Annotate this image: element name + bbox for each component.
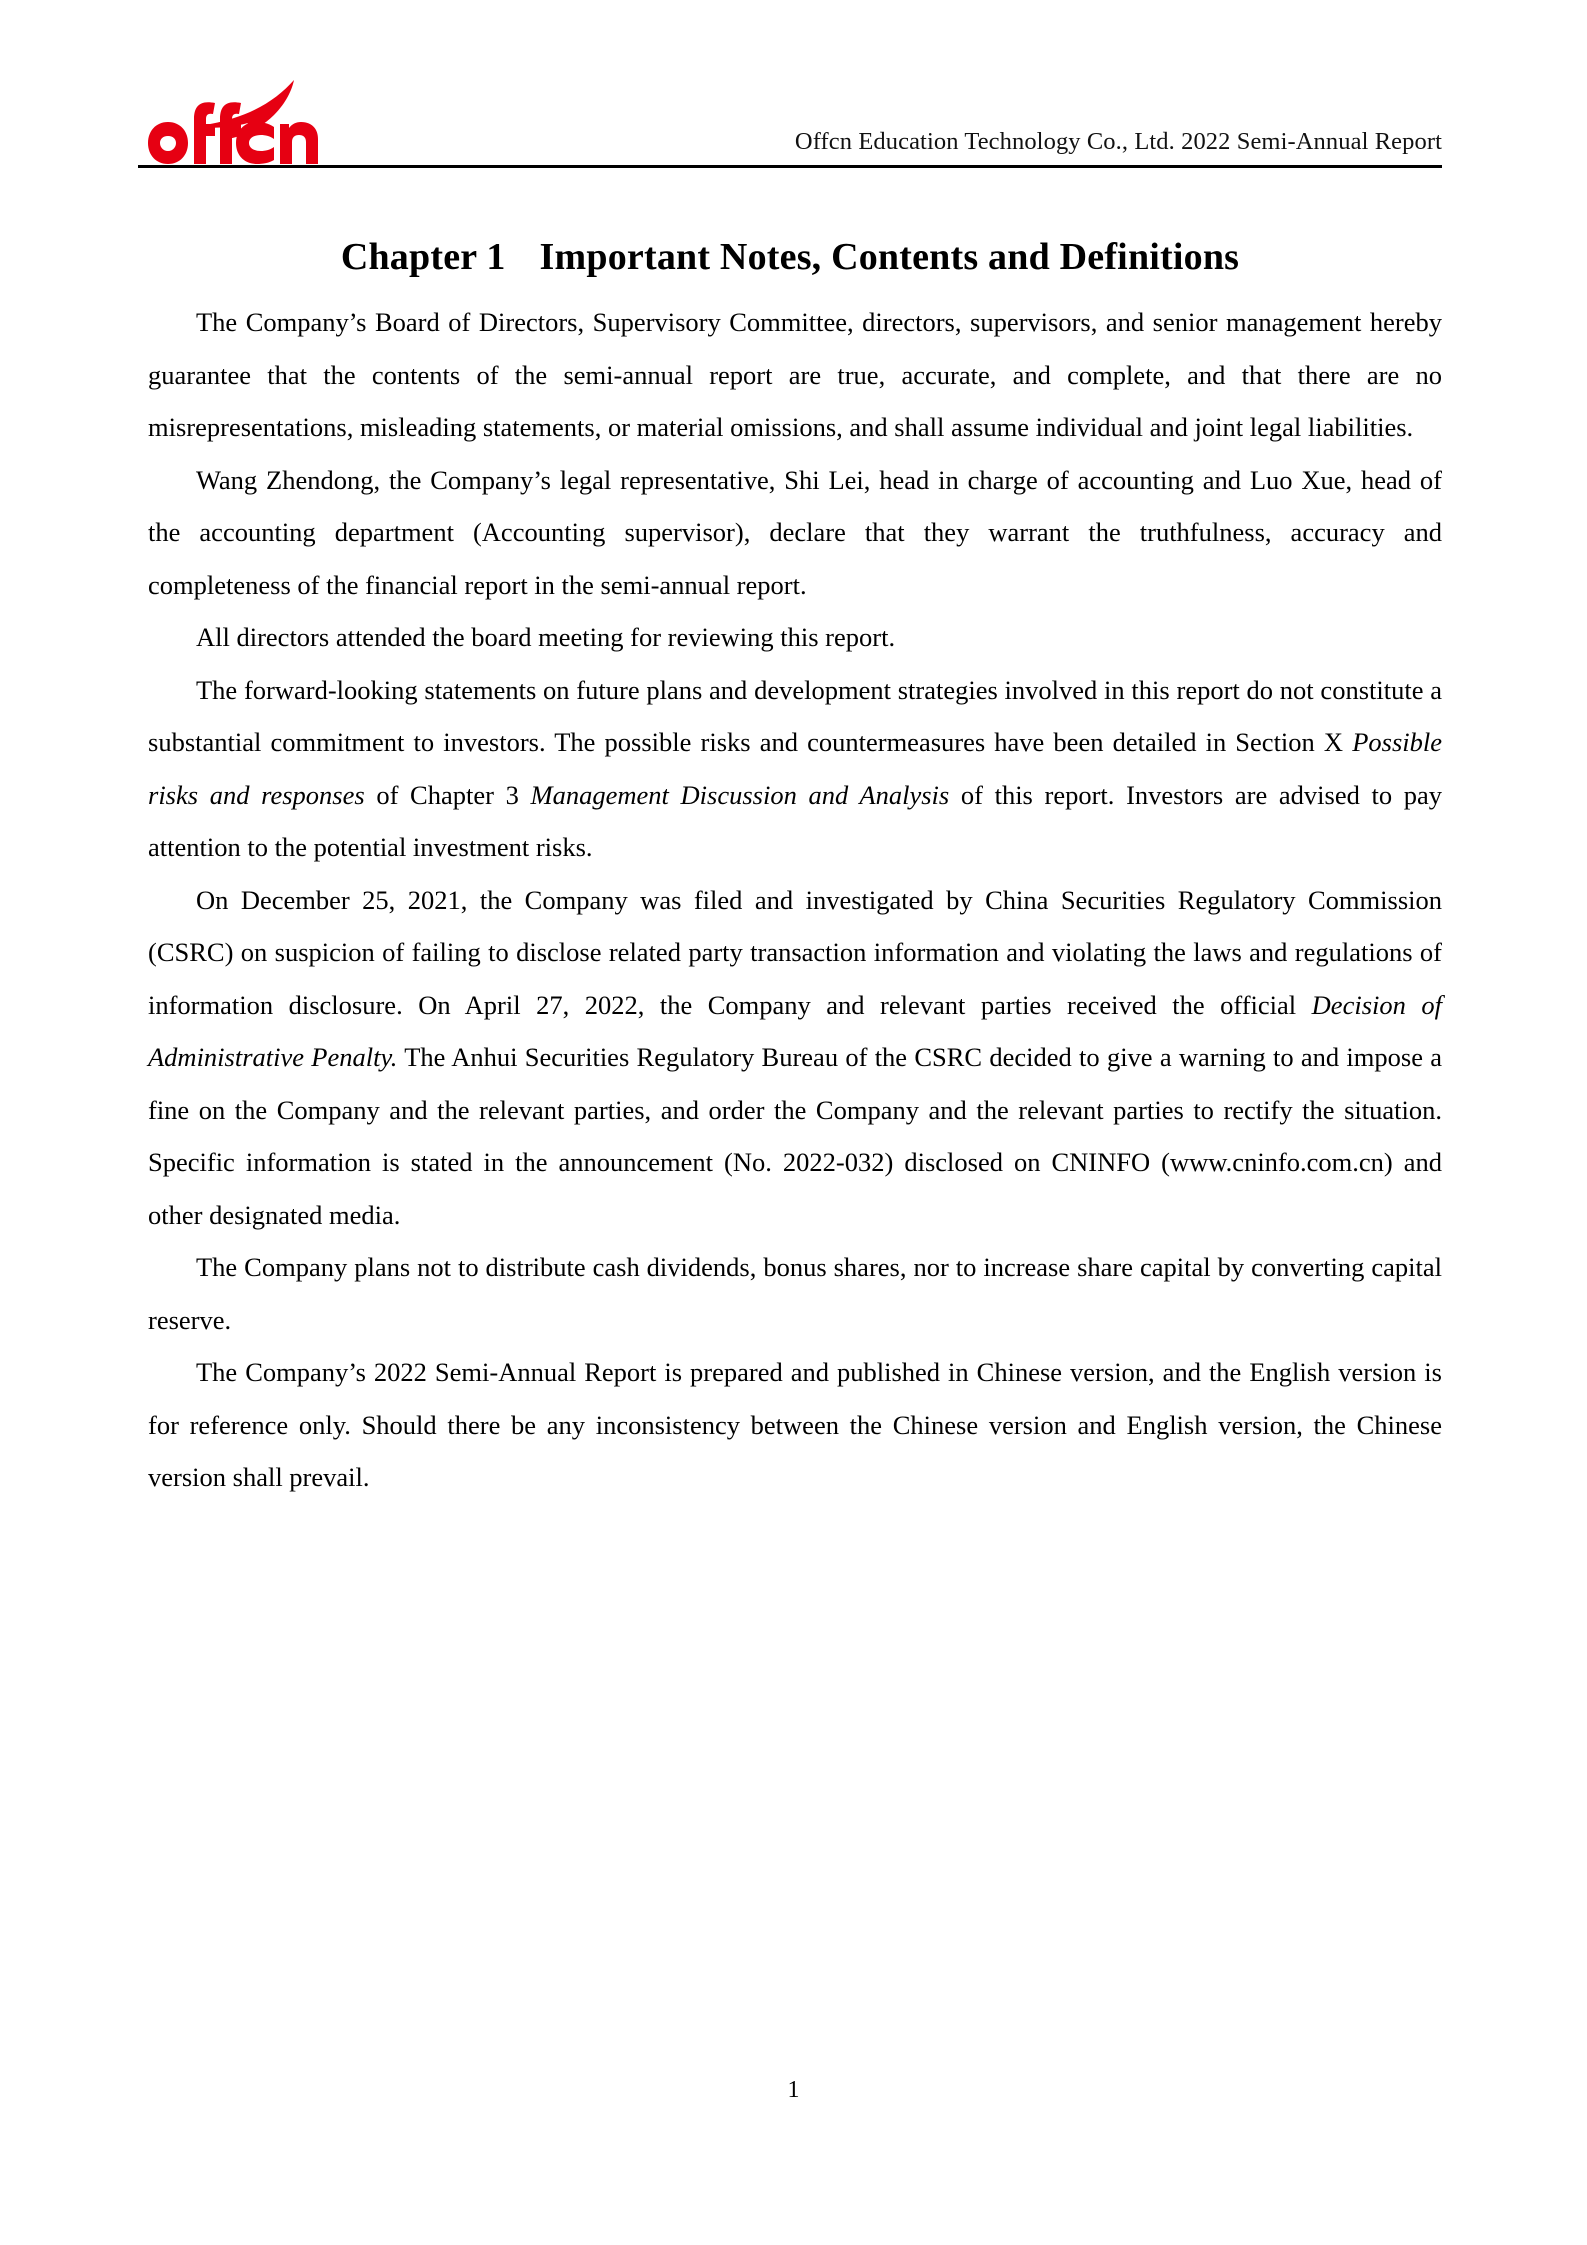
chapter-reference-italic: Management Discussion and Analysis	[530, 779, 950, 810]
running-header-title: Offcn Education Technology Co., Ltd. 2022 Semi-Annual Report	[794, 128, 1442, 156]
chapter-name: Important Notes, Contents and Definitions	[539, 236, 1240, 279]
csrc-text-2: The Anhui Securities Regulatory Bureau of the CSRC decided to give a warning to and impose a fine on the Company and the relevant parties, and order the Company and the relevant parties to rectify the situation. Specific information is stated in the announcement (No. 2022-032) disclosed on CNINFO (www.cninfo.com.cn) and other designated media.	[148, 1042, 1442, 1230]
page-header	[138, 72, 1442, 168]
chapter-label: Chapter 1	[340, 236, 506, 279]
page-title	[138, 233, 1442, 282]
paragraph-dividends: The Company plans not to distribute cash dividends, bonus shares, nor to increase share capital by converting capital reserve.	[148, 1252, 1442, 1335]
paragraph-language-notice: The Company’s 2022 Semi-Annual Report is prepared and published in Chinese version, and the English version is for reference only. Should there be any inconsistency between the Chinese version and English version, the Chinese version shall prevail.	[148, 1357, 1442, 1492]
paragraph-directors-attendance: All directors attended the board meeting for reviewing this report.	[196, 622, 896, 652]
section-reference-italic: Possible risks and responses	[148, 727, 1442, 810]
body-content	[148, 296, 1442, 1504]
paragraph-csrc-investigation	[148, 874, 1442, 1242]
csrc-text-1: On December 25, 2021, the Company was filed and investigated by China Securities Regulatory Commission (CSRC) on suspicion of failing to disclose related party transaction information and violating the laws and regulations of information disclosure. On April 27, 2022, the Company and relevant parties received the official	[148, 884, 1442, 1020]
forward-looking-text-2: of Chapter 3	[364, 779, 531, 810]
forward-looking-text-1: The forward-looking statements on future plans and development strategies involved in this report do not constitute a substantial commitment to investors. The possible risks and countermeasures have been detailed in Section X	[148, 674, 1442, 757]
paragraph-guarantee: The Company’s Board of Directors, Supervisory Committee, directors, supervisors, and senior management hereby guarantee that the contents of the semi-annual report are true, accurate, and complete, and that there are no misrepresentations, misleading statements, or material omissions, and shall assume individual and joint legal liabilities.	[148, 307, 1442, 442]
offcn-logo-icon	[148, 74, 338, 166]
paragraph-forward-looking	[148, 664, 1442, 874]
header-divider	[138, 165, 1442, 168]
forward-looking-text-3: of this report. Investors are advised to pay attention to the potential investment risks.	[148, 779, 1443, 862]
page-number: 1	[787, 2077, 800, 2103]
penalty-decision-italic: Decision of Administrative Penalty.	[148, 989, 1442, 1072]
paragraph-representatives: Wang Zhendong, the Company’s legal representative, Shi Lei, head in charge of accounting and Luo Xue, head of the accounting department (Accounting supervisor), declare that they warrant the truthfulness, accuracy and completeness of the financial report in the semi-annual report.	[148, 464, 1442, 600]
